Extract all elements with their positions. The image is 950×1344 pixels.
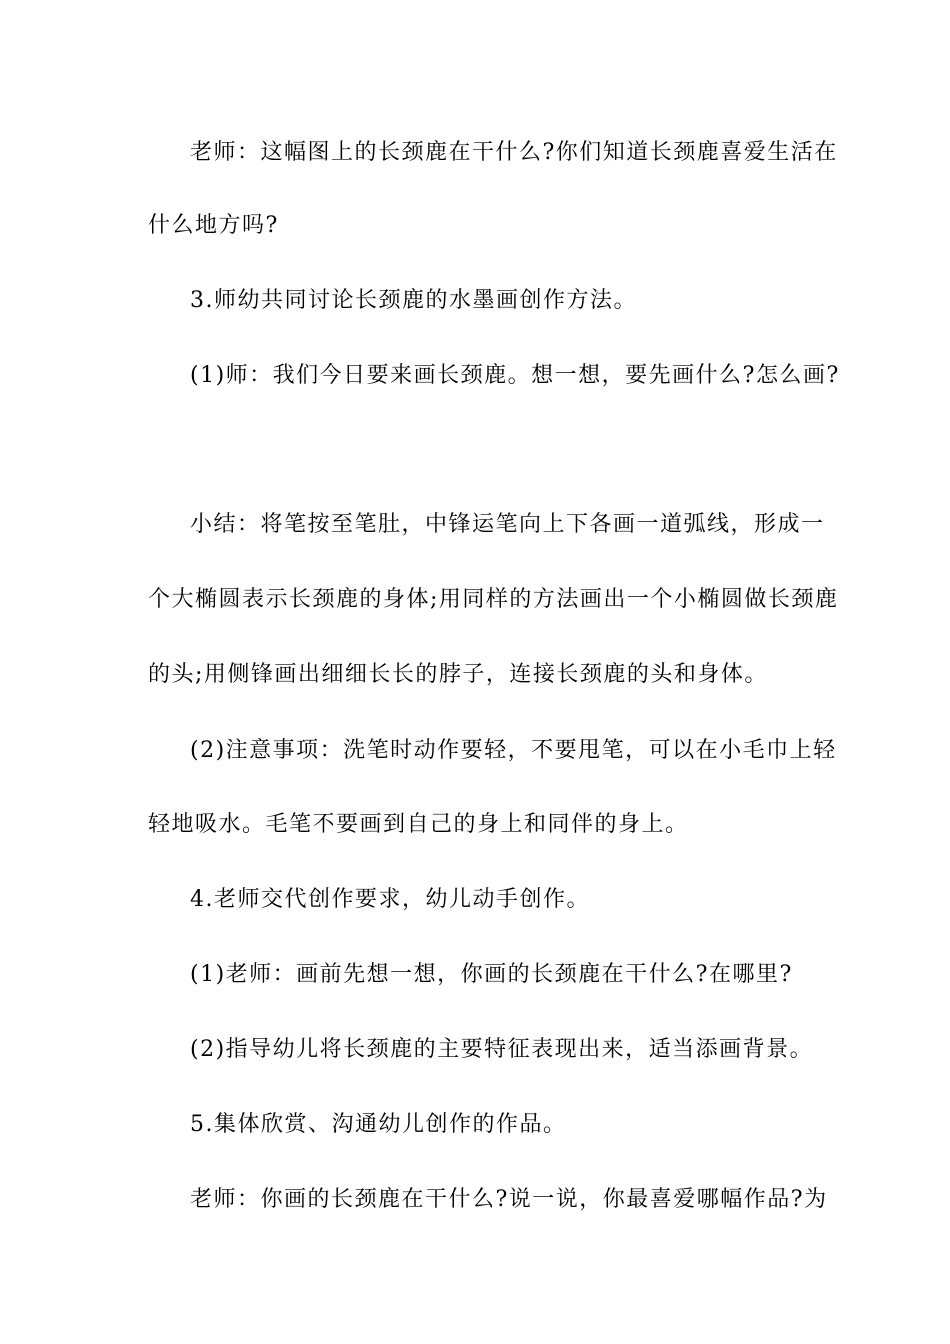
text-line: 什么地方吗? <box>148 213 279 238</box>
text-line: 老师：这幅图上的长颈鹿在干什么?你们知道长颈鹿喜爱生活在 <box>190 140 838 165</box>
text-line: 个大椭圆表示长颈鹿的身体;用同样的方法画出一个小椭圆做长颈鹿 <box>148 587 839 612</box>
text-line: 轻地吸水。毛笔不要画到自己的身上和同伴的身上。 <box>148 812 689 837</box>
text-line: 小结：将笔按至笔肚，中锋运笔向上下各画一道弧线，形成一 <box>190 512 825 537</box>
text-line: 4.老师交代创作要求，幼儿动手创作。 <box>190 887 590 912</box>
text-line: 的头;用侧锋画出细细长长的脖子，连接长颈鹿的头和身体。 <box>148 662 768 687</box>
text-line: (1)师：我们今日要来画长颈鹿。想一想，要先画什么?怎么画? <box>190 363 840 388</box>
text-line: 3.师幼共同讨论长颈鹿的水墨画创作方法。 <box>190 288 637 313</box>
text-line: (2)注意事项：洗笔时动作要轻，不要甩笔，可以在小毛巾上轻 <box>190 738 837 763</box>
text-line: (1)老师：画前先想一想，你画的长颈鹿在干什么?在哪里? <box>190 962 793 987</box>
text-line: 5.集体欣赏、沟通幼儿创作的作品。 <box>190 1112 567 1137</box>
text-line: (2)指导幼儿将长颈鹿的主要特征表现出来，适当添画背景。 <box>190 1037 814 1062</box>
text-line: 老师：你画的长颈鹿在干什么?说一说，你最喜爱哪幅作品?为 <box>190 1187 828 1212</box>
